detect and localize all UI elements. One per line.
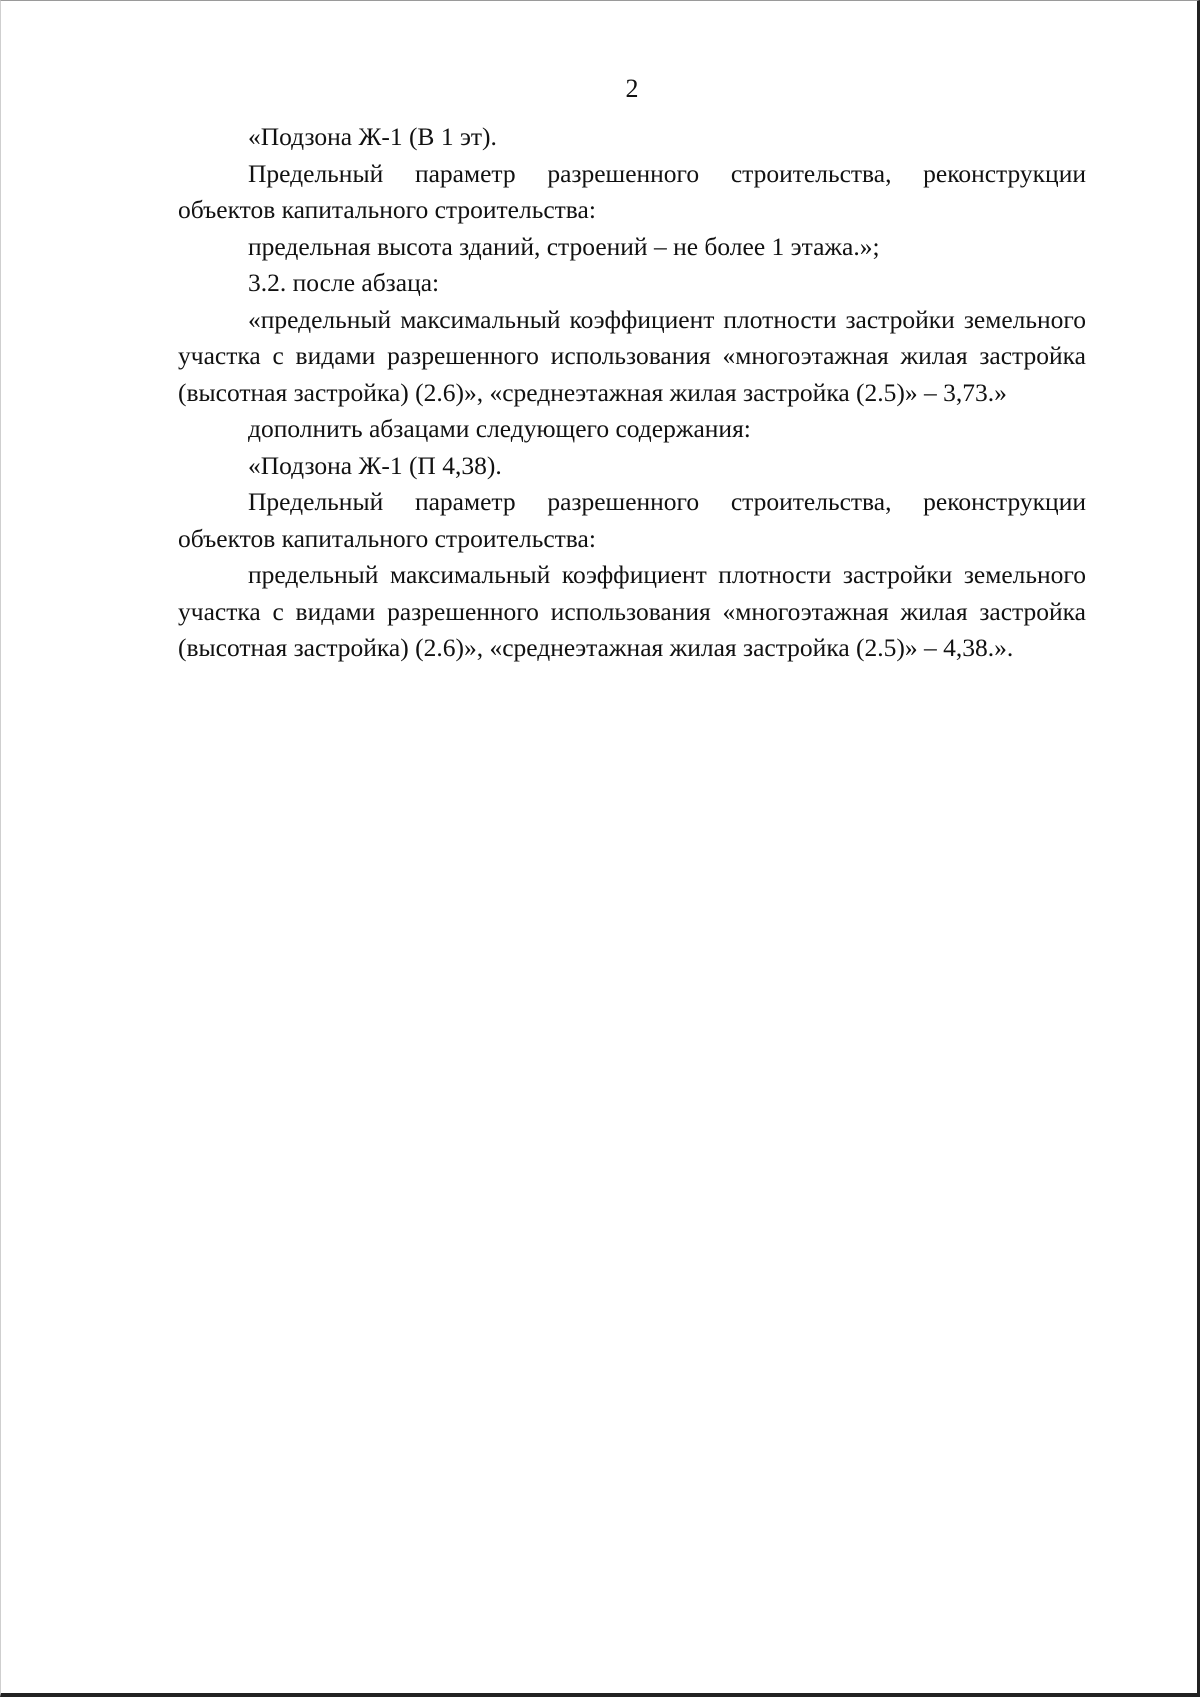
paragraph-parameter-intro-1: Предельный параметр разрешенного строительства, реконструкции объектов капитального строительства: <box>178 158 1086 224</box>
paragraph-subzone-heading-2: «Подзона Ж-1 (П 4,38). <box>248 450 502 480</box>
paragraph-density-3-73: «предельный максимальный коэффициент плотности застройки земельного участка с видами разрешенного использования «многоэтажная жилая застройка (высотная застройка) (2.6)», «среднеэтажная жилая застройка (2.5)» – 3,73.» <box>178 304 1086 407</box>
document-body <box>178 119 1086 667</box>
paragraph-parameter-intro-2: Предельный параметр разрешенного строительства, реконструкции объектов капитального строительства: <box>178 487 1086 553</box>
paragraph-subzone-heading-1: «Подзона Ж-1 (В 1 эт). <box>248 122 497 151</box>
paragraph-supplement-intro: дополнить абзацами следующего содержания: <box>248 414 751 443</box>
paragraph-height-limit: предельная высота зданий, строений – не более 1 этажа.»; <box>248 231 880 261</box>
page-number: 2 <box>625 74 639 103</box>
paragraph-density-4-38: предельный максимальный коэффициент плотности застройки земельного участка с видами разрешенного использования «многоэтажная жилая застройка (высотная застройка) (2.6)», «среднеэтажная жилая застройка (2.5)» – 4,38.». <box>178 560 1086 662</box>
paragraph-clause-3-2: 3.2. после абзаца: <box>248 268 440 297</box>
